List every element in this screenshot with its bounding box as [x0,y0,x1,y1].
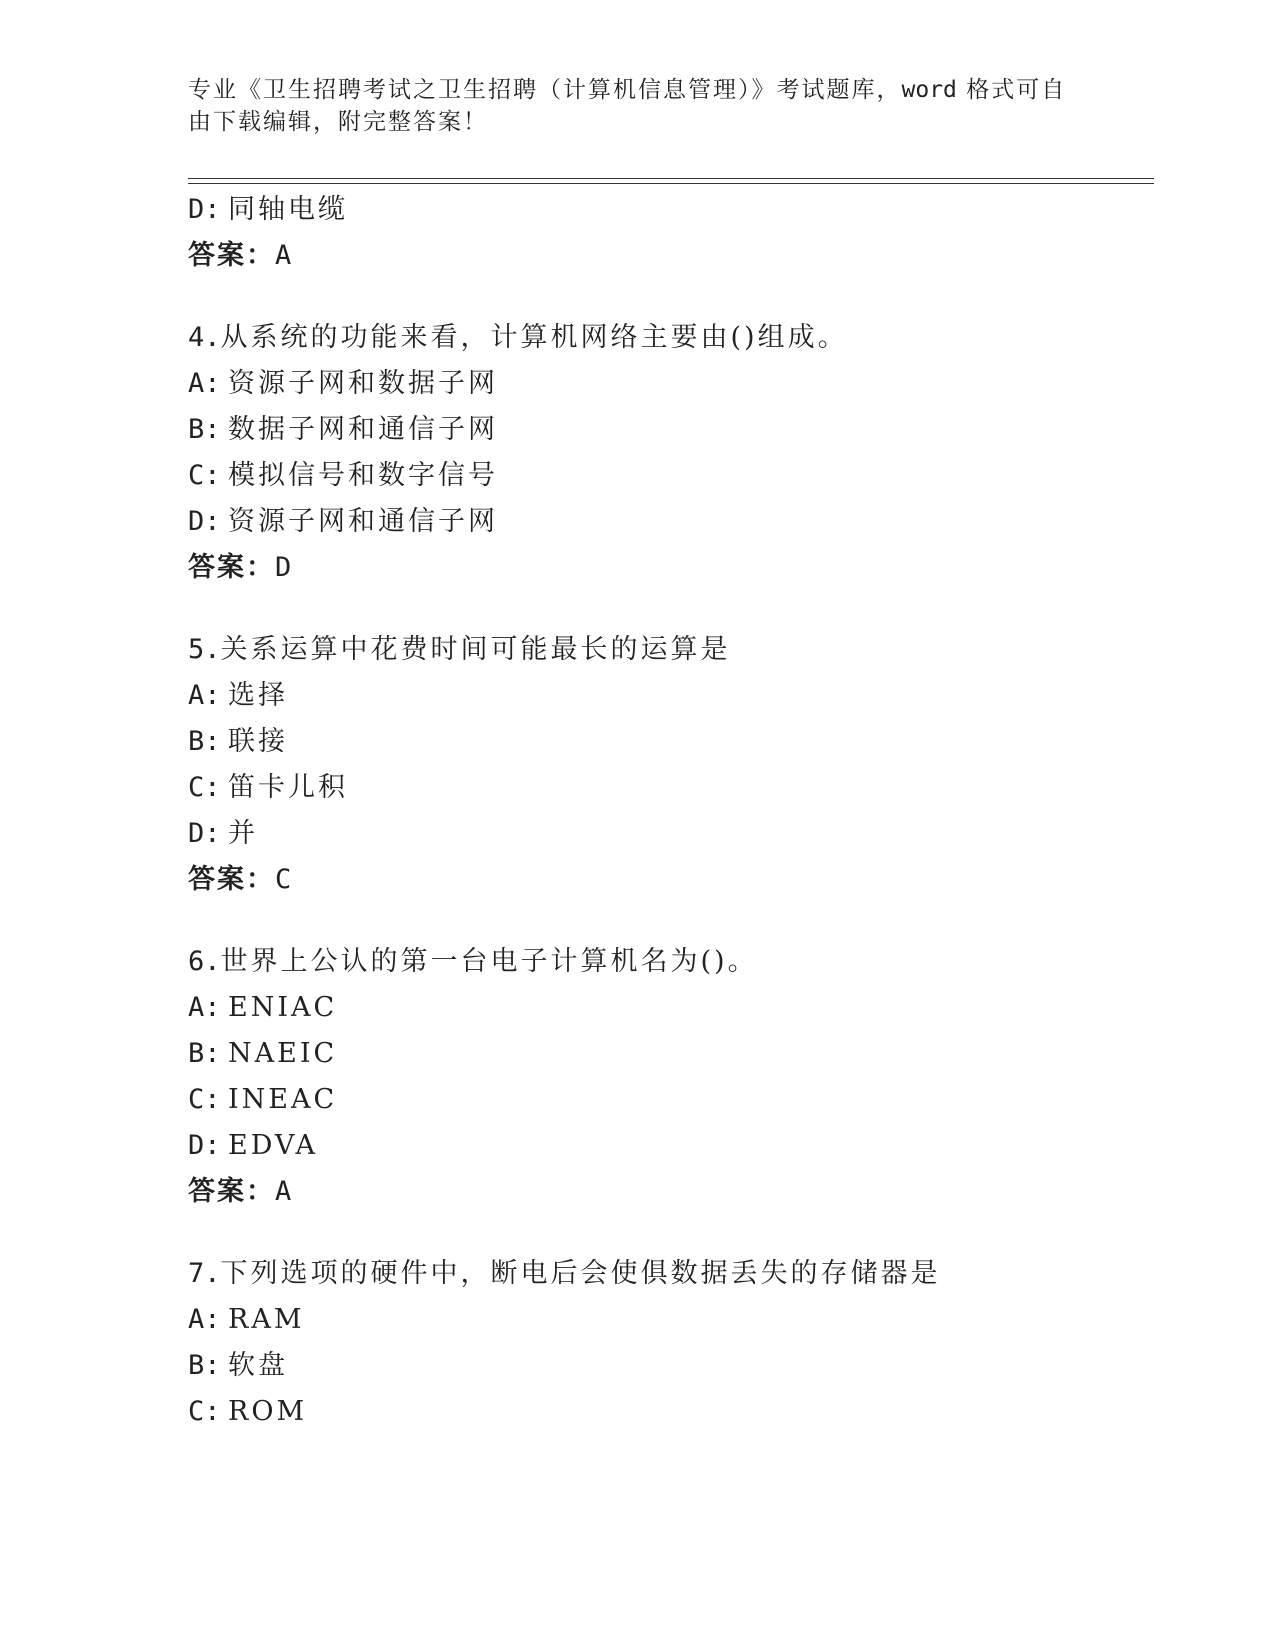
option-text: 资源子网和通信子网 [228,506,498,537]
header-rule-top [188,178,1154,179]
option-text: 数据子网和通信子网 [228,414,498,445]
option-key: C: [188,460,221,491]
header-text-c: 格式可自 [956,77,1067,103]
answer-line [188,1169,1148,1215]
answer-value: D [275,552,294,583]
answer-line [188,857,1148,903]
option-b [188,719,1148,765]
option-key: B: [188,1038,221,1069]
question-content [188,187,1148,1435]
option-text: ENIAC [228,992,338,1023]
answer-label: 答案： [188,240,275,271]
answer-label: 答案： [188,864,275,895]
option-key: C: [188,772,221,803]
option-text: 同轴电缆 [228,194,348,225]
spacer [188,1215,1148,1251]
option-key: D: [188,818,221,849]
option-key: D: [188,506,221,537]
question-text: 从系统的功能来看，计算机网络主要由()组成。 [220,322,848,353]
option-text: NAEIC [228,1038,338,1069]
answer-label: 答案： [188,552,275,583]
question-title [188,939,1148,985]
option-text: 资源子网和数据子网 [228,368,498,399]
option-text: EDVA [228,1130,319,1161]
header-text-a: 专业《卫生招聘考试之卫生招聘（计算机信息管理）》考试题库， [188,77,902,103]
question-number: 4. [188,322,221,353]
answer-value: A [275,240,294,271]
option-text: 联接 [228,726,288,757]
option-text: 模拟信号和数字信号 [228,460,498,491]
option-d [188,499,1148,545]
option-d [188,187,1148,233]
option-a [188,985,1148,1031]
option-key: B: [188,1350,221,1381]
header-line-2: 由下载编辑，附完整答案！ [188,109,488,135]
option-d [188,811,1148,857]
option-b [188,1343,1148,1389]
question-number: 7. [188,1258,221,1289]
question-number: 6. [188,946,221,977]
option-a [188,361,1148,407]
option-key: B: [188,414,221,445]
option-b [188,407,1148,453]
question-text: 世界上公认的第一台电子计算机名为()。 [220,946,758,977]
question-title [188,315,1148,361]
option-c [188,765,1148,811]
question-text: 下列选项的硬件中，断电后会使俱数据丢失的存储器是 [220,1258,941,1289]
option-text: 笛卡儿积 [228,772,348,803]
option-d [188,1123,1148,1169]
answer-label: 答案： [188,1176,275,1207]
spacer [188,591,1148,627]
spacer [188,279,1148,315]
option-text: INEAC [228,1084,338,1115]
option-key: D: [188,1130,221,1161]
answer-line [188,545,1148,591]
option-a [188,1297,1148,1343]
question-number: 5. [188,634,221,665]
question-title [188,627,1148,673]
option-key: A: [188,992,221,1023]
spacer [188,903,1148,939]
document-header [188,74,1068,138]
answer-value: C [275,864,294,895]
option-key: C: [188,1396,221,1427]
option-key: B: [188,726,221,757]
header-text-word: word [901,77,957,103]
option-text: ROM [228,1396,308,1427]
answer-line [188,233,1148,279]
option-key: D: [188,194,221,225]
option-text: 选择 [228,680,288,711]
option-key: A: [188,680,221,711]
option-b [188,1031,1148,1077]
option-text: 并 [228,818,258,849]
option-key: A: [188,1304,221,1335]
question-text: 关系运算中花费时间可能最长的运算是 [220,634,731,665]
option-a [188,673,1148,719]
option-key: A: [188,368,221,399]
option-text: RAM [228,1304,305,1335]
header-line-1 [188,74,1068,106]
option-c [188,1077,1148,1123]
option-c [188,453,1148,499]
option-key: C: [188,1084,221,1115]
option-text: 软盘 [228,1350,288,1381]
option-c [188,1389,1148,1435]
header-rule-bottom [188,183,1154,184]
question-title [188,1251,1148,1297]
answer-value: A [275,1176,294,1207]
